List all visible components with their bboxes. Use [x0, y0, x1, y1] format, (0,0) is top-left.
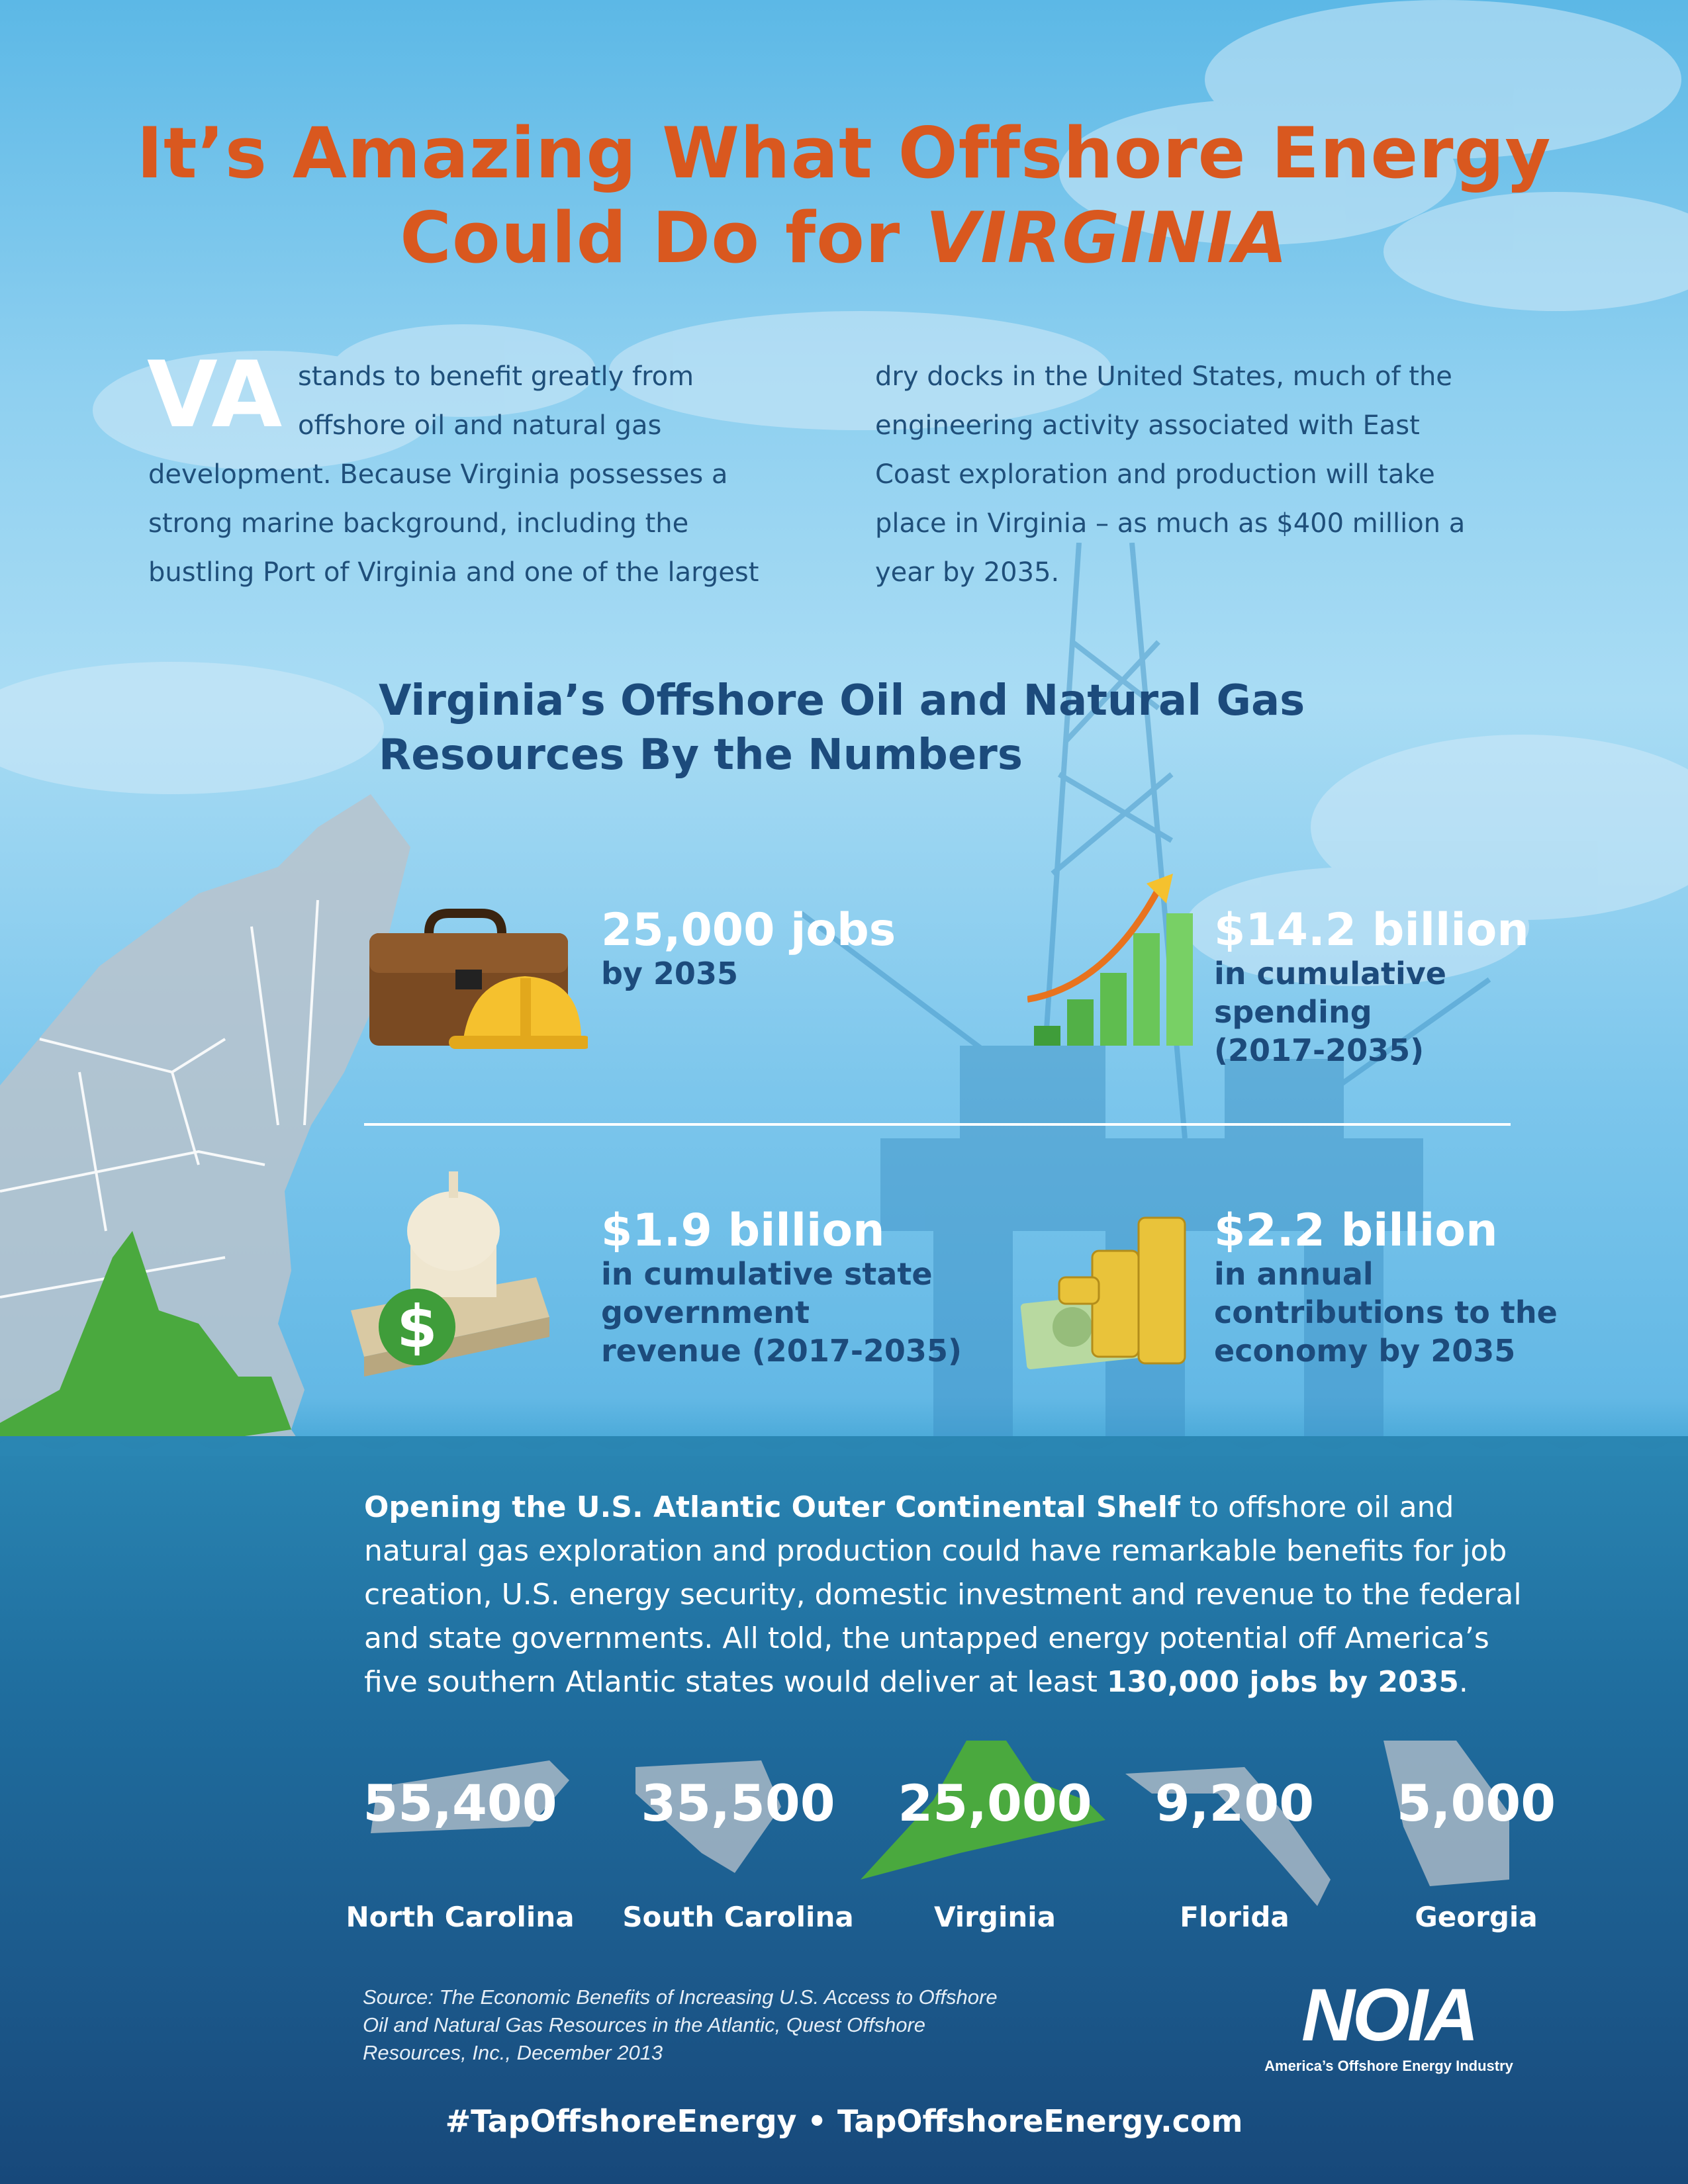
growth-chart-icon [1027, 867, 1199, 1052]
state-name-virginia: Virginia [934, 1901, 1056, 1933]
state-name-north-carolina: North Carolina [346, 1901, 575, 1933]
noia-logo [1256, 1972, 1521, 2075]
stat-spending-desc-2: spending [1214, 994, 1372, 1030]
title-line-2 [0, 196, 1688, 281]
opening-line-2: natural gas exploration and production could have remarkable benefits for job [364, 1534, 1507, 1568]
stat-revenue-desc-1: in cumulative state [601, 1256, 933, 1292]
source-citation [363, 1983, 1223, 2067]
stat-contributions-desc-2: contributions to the [1214, 1295, 1558, 1330]
opening-line-5-suffix: . [1458, 1665, 1468, 1699]
stat-contributions-desc-1: in annual [1214, 1256, 1374, 1292]
intro-col2-line: year by 2035. [875, 557, 1060, 588]
capitol-dollar-icon [338, 1158, 556, 1377]
intro-col1-line: stands to benefit greatly from [298, 361, 694, 392]
state-name-georgia: Georgia [1415, 1901, 1538, 1933]
noia-wordmark: NOIA [1301, 1974, 1476, 2056]
stat-jobs-desc: by 2035 [601, 956, 738, 991]
title-state: VIRGINIA [925, 197, 1288, 279]
opening-line-5 [364, 1661, 1622, 1704]
intro-col1-line: strong marine background, including the [148, 508, 689, 539]
stat-contributions-desc-3: economy by 2035 [1214, 1333, 1516, 1369]
stat-revenue [601, 1207, 1031, 1370]
opening-line-1-rest: to offshore oil and [1180, 1490, 1454, 1524]
stats-divider [364, 1123, 1511, 1126]
opening-line-5-bold: 130,000 jobs by 2035 [1106, 1665, 1459, 1699]
title-line-2-prefix: Could Do for [400, 197, 926, 279]
opening-line-4: and state governments. All told, the untapped energy potential off America’s [364, 1621, 1489, 1655]
stat-revenue-desc-3: revenue (2017-2035) [601, 1333, 962, 1369]
wave-line [0, 1423, 1688, 1456]
stat-spending-desc-1: in cumulative [1214, 956, 1446, 991]
stat-jobs-value: 25,000 jobs [601, 904, 896, 956]
source-line-1: Source: The Economic Benefits of Increasing U.S. Access to Offshore [363, 1985, 998, 2009]
state-value-georgia: 5,000 [1396, 1774, 1556, 1833]
stat-spending [1214, 904, 1624, 1069]
state-name-florida: Florida [1180, 1901, 1289, 1933]
coins-dollar-icon [1019, 1211, 1205, 1370]
opening-line-1 [364, 1486, 1622, 1529]
briefcase-hardhat-icon [363, 907, 588, 1052]
intro-col1-line: offshore oil and natural gas [298, 410, 662, 441]
opening-line-3: creation, U.S. energy security, domestic investment and revenue to the federal [364, 1578, 1522, 1612]
stat-spending-desc-3: (2017-2035) [1214, 1032, 1425, 1068]
numbers-heading-line-1: Virginia’s Offshore Oil and Natural Gas [379, 676, 1305, 725]
opening-paragraph [364, 1486, 1622, 1704]
noia-tagline: America’s Offshore Energy Industry [1264, 2058, 1513, 2074]
intro-dropcap: VA [147, 341, 283, 448]
svg-text:$: $ [397, 1293, 438, 1361]
state-value-north-carolina: 55,400 [363, 1774, 557, 1833]
stat-contributions-value: $2.2 billion [1214, 1205, 1498, 1257]
opening-line-5-prefix: five southern Atlantic states would deliver at least [364, 1665, 1107, 1699]
page-title [0, 111, 1688, 281]
intro-column-1 [148, 352, 843, 597]
footer-links[interactable]: #TapOffshoreEnergy • TapOffshoreEnergy.com [445, 2103, 1243, 2139]
stat-spending-value: $14.2 billion [1214, 904, 1529, 956]
stat-jobs [601, 904, 932, 993]
intro-col2-line: engineering activity associated with East [875, 410, 1420, 441]
intro-column-2 [875, 352, 1570, 597]
stat-contributions [1214, 1207, 1638, 1370]
stat-revenue-value: $1.9 billion [601, 1205, 885, 1257]
source-line-2: Oil and Natural Gas Resources in the Atlantic, Quest Offshore [363, 2013, 926, 2036]
state-value-virginia: 25,000 [898, 1774, 1092, 1833]
state-value-south-carolina: 35,500 [641, 1774, 835, 1833]
intro-col1-line: development. Because Virginia possesses a [148, 459, 728, 490]
intro-col2-line: place in Virginia – as much as $400 million a [875, 508, 1466, 539]
state-value-florida: 9,200 [1154, 1774, 1315, 1833]
source-line-3: Resources, Inc., December 2013 [363, 2041, 663, 2064]
state-name-south-carolina: South Carolina [622, 1901, 854, 1933]
intro-col2-line: dry docks in the United States, much of the [875, 361, 1452, 392]
stat-revenue-desc-2: government [601, 1295, 810, 1330]
intro-col2-line: Coast exploration and production will take [875, 459, 1435, 490]
numbers-heading-line-2: Resources By the Numbers [379, 731, 1023, 780]
opening-bold-lead: Opening the U.S. Atlantic Outer Continental Shelf [364, 1490, 1180, 1524]
intro-col1-line: bustling Port of Virginia and one of the largest [148, 557, 759, 588]
numbers-heading [379, 674, 1570, 782]
title-line-1: It’s Amazing What Offshore Energy [136, 113, 1552, 194]
